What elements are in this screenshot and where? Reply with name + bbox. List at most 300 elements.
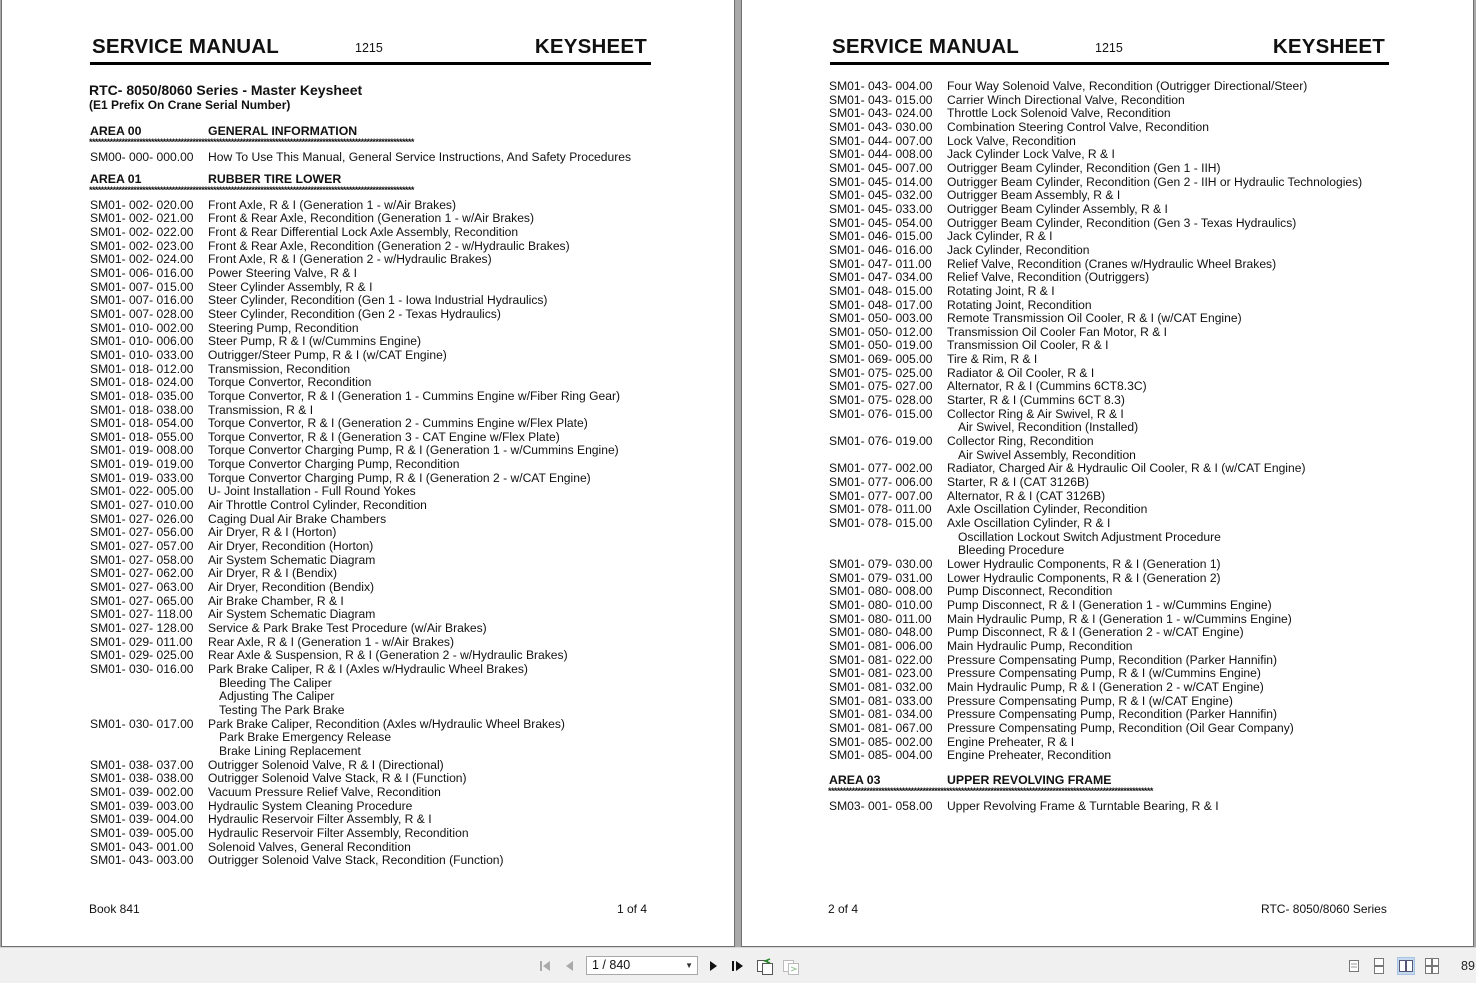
list-item [89, 663, 659, 677]
list-item [828, 230, 1398, 244]
area-heading [89, 172, 659, 186]
list-item [828, 135, 1398, 149]
page-body [89, 81, 659, 868]
section-code: SM01- 081- 032.00 [829, 679, 933, 694]
section-description: Rear Axle, R & I (Generation 1 - w/Air Brakes) [208, 634, 454, 649]
section-description: Outrigger Beam Cylinder, Recondition (Gen 2 - IIH or Hydraulic Technologies) [947, 174, 1363, 189]
previous-view-button[interactable] [755, 956, 775, 976]
list-item [89, 267, 659, 281]
section-description: Steering Pump, Recondition [208, 320, 359, 335]
area-name: UPPER REVOLVING FRAME [947, 772, 1112, 787]
section-code: SM01- 030- 016.00 [90, 661, 194, 676]
page-1 [2, 0, 734, 946]
page-2 [742, 0, 1473, 946]
section-code: SM01- 069- 005.00 [829, 352, 933, 367]
list-item [828, 708, 1398, 722]
section-description: Transmission Oil Cooler, R & I [947, 338, 1109, 353]
star-divider: ************************************************************************************************************** [89, 138, 414, 147]
header-title: SERVICE MANUAL [92, 35, 279, 58]
section-code: SM01- 029- 011.00 [90, 634, 193, 649]
list-item [89, 444, 659, 458]
section-description: Outrigger Beam Cylinder Assembly, R & I [947, 201, 1168, 216]
list-subitem [89, 745, 659, 759]
footer-page-number: 2 of 4 [828, 902, 859, 916]
section-description: Caging Dual Air Brake Chambers [208, 511, 387, 526]
section-code [89, 677, 208, 691]
section-code: SM01- 079- 031.00 [829, 570, 933, 585]
list-item [89, 827, 659, 841]
list-item [828, 613, 1398, 627]
section-code: SM01- 039- 004.00 [90, 812, 194, 827]
list-item [89, 226, 659, 240]
section-code: SM01- 018- 012.00 [90, 361, 194, 376]
section-description: Rear Axle & Suspension, R & I (Generation 2 - w/Hydraulic Brakes) [208, 648, 568, 663]
section-description: Transmission, Recondition [208, 361, 351, 376]
section-description: Main Hydraulic Pump, Recondition [947, 638, 1133, 653]
list-item [89, 800, 659, 814]
section-code: SM01- 045- 033.00 [829, 201, 933, 216]
section-code: SM01- 085- 002.00 [829, 734, 933, 749]
list-item [89, 718, 659, 732]
section-code: SM01- 044- 008.00 [829, 147, 933, 162]
page-body [828, 80, 1398, 813]
continuous-facing-view-button[interactable] [1423, 957, 1441, 975]
area-name: RUBBER TIRE LOWER [208, 171, 342, 186]
section-description: Collector Ring, Recondition [947, 434, 1094, 449]
list-subitem [89, 690, 659, 704]
section-description: U- Joint Installation - Full Round Yokes [208, 484, 416, 499]
section-description: Air System Schematic Diagram [208, 607, 376, 622]
page-header [90, 35, 651, 65]
section-code: SM01- 043- 001.00 [90, 839, 194, 854]
list-item [828, 285, 1398, 299]
list-item [89, 622, 659, 636]
list-item [89, 376, 659, 390]
section-description: Steer Cylinder Assembly, R & I [208, 279, 373, 294]
section-code: SM01- 050- 012.00 [829, 324, 933, 339]
section-code: SM01- 018- 038.00 [90, 402, 194, 417]
next-view-button[interactable] [781, 956, 801, 976]
section-description: Relief Valve, Recondition (Cranes w/Hydraulic Wheel Brakes) [947, 256, 1277, 271]
section-description: Power Steering Valve, R & I [208, 265, 357, 280]
list-item [89, 281, 659, 295]
list-item [89, 253, 659, 267]
section-code: SM01- 076- 015.00 [829, 406, 933, 421]
area-code: AREA 00 [90, 124, 142, 138]
section-code: SM01- 027- 063.00 [90, 580, 194, 595]
star-divider: ************************************************************************************************************** [89, 185, 414, 195]
list-item [89, 608, 659, 622]
section-code: SM01- 081- 022.00 [829, 652, 933, 667]
section-code: SM01- 038- 037.00 [90, 757, 194, 772]
section-description: Jack Cylinder, Recondition [947, 242, 1090, 257]
list-item [828, 94, 1398, 108]
section-code: SM01- 039- 003.00 [90, 798, 194, 813]
section-code: SM01- 018- 035.00 [90, 388, 194, 403]
section-description: Axle Oscillation Cylinder, Recondition [947, 502, 1148, 517]
section-code: SM01- 080- 010.00 [829, 597, 933, 612]
section-code: SM01- 045- 054.00 [829, 215, 933, 230]
section-code: SM01- 047- 011.00 [829, 256, 932, 271]
section-code: SM01- 079- 030.00 [829, 556, 933, 571]
section-code: SM01- 007- 015.00 [90, 279, 194, 294]
section-description: Four Way Solenoid Valve, Recondition (Outrigger Directional/Steer) [947, 79, 1308, 93]
list-subitem [89, 731, 659, 745]
area-01-list [89, 199, 659, 868]
document-subtitle: (E1 Prefix On Crane Serial Number) [89, 98, 291, 112]
section-description: Pressure Compensating Pump, Recondition (Parker Hannifin) [947, 652, 1278, 667]
section-code: SM01- 048- 017.00 [829, 297, 933, 312]
list-item [828, 503, 1398, 517]
list-subitem [828, 421, 1398, 435]
list-item [828, 312, 1398, 326]
list-item [89, 841, 659, 855]
facing-view-button[interactable] [1397, 957, 1415, 975]
area-heading [89, 124, 659, 138]
list-item [828, 572, 1398, 586]
zoom-level[interactable]: 89 [1461, 959, 1475, 973]
section-description: Solenoid Valves, General Recondition [208, 839, 411, 854]
section-code: SM01- 010- 006.00 [90, 334, 194, 349]
list-subitem [89, 704, 659, 718]
section-code [89, 704, 208, 718]
list-item [828, 353, 1398, 367]
section-description: Lower Hydraulic Components, R & I (Generation 1) [947, 556, 1221, 571]
section-description: Torque Convertor, R & I (Generation 2 - Cummins Engine w/Flex Plate) [208, 416, 588, 431]
section-description: Rotating Joint, Recondition [947, 297, 1092, 312]
list-item [828, 326, 1398, 340]
section-description: Steer Cylinder, Recondition (Gen 2 - Texas Hydraulics) [208, 306, 501, 321]
section-code: SM01- 077- 006.00 [829, 475, 933, 490]
section-code: SM01- 045- 007.00 [829, 160, 933, 175]
area-name: GENERAL INFORMATION [208, 124, 358, 138]
section-description: Park Brake Emergency Release [219, 730, 392, 745]
section-code: SM01- 027- 128.00 [90, 621, 194, 635]
section-code: SM01- 047- 034.00 [829, 270, 933, 285]
next-page-button[interactable] [705, 956, 721, 976]
section-code [828, 544, 947, 558]
area-heading [828, 773, 1398, 787]
list-item [828, 394, 1398, 408]
section-code: SM01- 019- 019.00 [90, 457, 194, 472]
section-description: Axle Oscillation Cylinder, R & I [947, 516, 1111, 530]
area-01-continued-list [828, 80, 1398, 763]
section-code: SM01- 043- 015.00 [829, 92, 933, 107]
list-item [89, 431, 659, 445]
list-item [828, 176, 1398, 190]
section-description: Torque Convertor, R & I (Generation 3 - CAT Engine w/Flex Plate) [208, 429, 560, 444]
page-header [830, 35, 1389, 65]
list-item [89, 567, 659, 581]
section-code: SM01- 027- 062.00 [90, 566, 194, 581]
list-item [828, 681, 1398, 695]
section-code: SM01- 075- 027.00 [829, 379, 933, 394]
section-code: SM01- 018- 024.00 [90, 375, 194, 390]
section-description: Throttle Lock Solenoid Valve, Recondition [947, 106, 1171, 121]
section-code: SM01- 039- 002.00 [90, 784, 194, 799]
section-code: SM01- 078- 011.00 [829, 502, 932, 517]
area-code: AREA 03 [829, 772, 881, 787]
section-description: Transmission, R & I [208, 402, 314, 417]
area-03-list [828, 800, 1398, 814]
section-description: Oscillation Lockout Switch Adjustment Procedure [958, 529, 1221, 544]
list-item [828, 558, 1398, 572]
list-item [89, 772, 659, 786]
list-item [89, 526, 659, 540]
list-item [828, 722, 1398, 736]
page-number-input[interactable] [586, 956, 698, 975]
next-view-icon [782, 957, 800, 975]
section-code: SM01- 085- 004.00 [829, 748, 933, 763]
section-description: Lower Hydraulic Components, R & I (Generation 2) [947, 570, 1221, 585]
list-item [828, 626, 1398, 640]
section-description: Outrigger Beam Cylinder, Recondition (Gen 1 - IIH) [947, 160, 1221, 175]
first-page-icon [539, 959, 553, 973]
section-description: Collector Ring & Air Swivel, R & I [947, 406, 1124, 421]
section-code: SM01- 043- 004.00 [829, 79, 933, 93]
section-description: Bleeding The Caliper [219, 675, 332, 690]
section-description: Air Dryer, R & I (Bendix) [208, 566, 338, 581]
section-code: SM01- 043- 003.00 [90, 853, 194, 868]
section-description: Carrier Winch Directional Valve, Recondition [947, 92, 1185, 107]
section-code: SM01- 076- 019.00 [829, 434, 933, 449]
continuous-view-button[interactable] [1370, 957, 1388, 975]
section-code: SM01- 027- 118.00 [90, 607, 193, 622]
section-description: Rotating Joint, R & I [947, 283, 1055, 298]
list-item [89, 485, 659, 499]
section-description: Main Hydraulic Pump, R & I (Generation 1 - w/Cummins Engine) [947, 611, 1292, 626]
section-code: SM01- 043- 030.00 [829, 119, 933, 134]
section-code: SM01- 044- 007.00 [829, 133, 933, 148]
section-description: Upper Revolving Frame & Turntable Bearing, R & I [947, 798, 1219, 813]
list-item [828, 517, 1398, 531]
section-description: Hydraulic Reservoir Filter Assembly, Recondition [208, 825, 469, 840]
section-code: SM01- 039- 005.00 [90, 825, 194, 840]
section-description: Outrigger Solenoid Valve Stack, Recondition (Function) [208, 853, 504, 868]
list-item [89, 759, 659, 773]
section-code: SM01- 046- 015.00 [829, 229, 933, 244]
section-description: Starter, R & I (Cummins 6CT 8.3) [947, 393, 1125, 408]
section-code: SM01- 077- 007.00 [829, 488, 933, 503]
section-code: SM01- 027- 057.00 [90, 539, 194, 554]
section-description: Front Axle, R & I (Generation 1 - w/Air Brakes) [208, 197, 457, 212]
section-code [89, 745, 208, 759]
list-item [89, 199, 659, 213]
list-item [89, 240, 659, 254]
section-code: SM01- 018- 055.00 [90, 429, 194, 444]
section-description: Service & Park Brake Test Procedure (w/Air Brakes) [208, 621, 487, 635]
section-description: Starter, R & I (CAT 3126B) [947, 475, 1090, 490]
list-item [828, 800, 1398, 814]
list-item [89, 363, 659, 377]
section-description: Relief Valve, Recondition (Outriggers) [947, 270, 1150, 285]
list-item [828, 299, 1398, 313]
list-item [89, 212, 659, 226]
section-code: SM01- 048- 015.00 [829, 283, 933, 298]
section-description: Hydraulic System Cleaning Procedure [208, 798, 413, 813]
section-description: Bleeding Procedure [958, 543, 1065, 558]
list-item [89, 581, 659, 595]
section-code: SM01- 045- 014.00 [829, 174, 933, 189]
section-code: SM01- 007- 028.00 [90, 306, 194, 321]
section-description: Adjusting The Caliper [219, 689, 335, 704]
section-code: SM03- 001- 058.00 [829, 798, 933, 813]
previous-view-icon [756, 957, 774, 975]
list-item [828, 749, 1398, 763]
section-code: SM01- 019- 008.00 [90, 443, 194, 458]
previous-page-button[interactable] [562, 956, 578, 976]
list-item [828, 217, 1398, 231]
list-item [89, 813, 659, 827]
section-code: SM01- 018- 054.00 [90, 416, 194, 431]
area-code: AREA 01 [90, 171, 142, 186]
list-item [828, 462, 1398, 476]
list-item [828, 599, 1398, 613]
footer-book: Book 841 [89, 902, 140, 916]
list-item [828, 162, 1398, 176]
section-code: SM01- 027- 058.00 [90, 552, 194, 567]
list-item [828, 654, 1398, 668]
section-code: SM01- 043- 024.00 [829, 106, 933, 121]
list-item [828, 408, 1398, 422]
section-code [828, 531, 947, 545]
list-item [89, 595, 659, 609]
section-description: Air Throttle Control Cylinder, Recondition [208, 498, 427, 513]
section-description: Torque Convertor, R & I (Generation 1 - Cummins Engine w/Fiber Ring Gear) [208, 388, 621, 403]
section-description: Combination Steering Control Valve, Recondition [947, 119, 1209, 134]
section-description: Alternator, R & I (CAT 3126B) [947, 488, 1106, 503]
section-code: SM01- 002- 021.00 [90, 211, 194, 226]
section-description: How To Use This Manual, General Service Instructions, And Safety Procedures [208, 150, 632, 164]
area-00-list [89, 151, 659, 165]
list-subitem [89, 677, 659, 691]
section-code: SM01- 022- 005.00 [90, 484, 194, 499]
section-code: SM00- 000- 000.00 [90, 150, 194, 164]
section-description: Air Dryer, Recondition (Horton) [208, 539, 374, 554]
list-item [89, 322, 659, 336]
list-item [89, 404, 659, 418]
section-description: Front & Rear Axle, Recondition (Generation 1 - w/Air Brakes) [208, 211, 534, 226]
list-item [828, 189, 1398, 203]
section-description: Front & Rear Axle, Recondition (Generation 2 - w/Hydraulic Brakes) [208, 238, 570, 253]
section-code: SM01- 081- 067.00 [829, 720, 933, 735]
section-description: Jack Cylinder Lock Valve, R & I [947, 147, 1115, 162]
chevron-down-icon[interactable]: ▼ [685, 961, 693, 970]
single-page-view-button[interactable] [1345, 957, 1363, 975]
list-item [89, 417, 659, 431]
list-item [89, 151, 659, 165]
section-code: SM01- 080- 011.00 [829, 611, 932, 626]
section-description: Torque Convertor, Recondition [208, 375, 372, 390]
section-description: Hydraulic Reservoir Filter Assembly, R & I [208, 812, 432, 827]
list-item [89, 472, 659, 486]
section-description: Air Dryer, R & I (Horton) [208, 525, 337, 540]
section-code: SM01- 045- 032.00 [829, 188, 933, 203]
section-code: SM01- 010- 002.00 [90, 320, 194, 335]
section-description: Outrigger Beam Cylinder, Recondition (Gen 3 - Texas Hydraulics) [947, 215, 1297, 230]
list-item [828, 380, 1398, 394]
list-item [89, 636, 659, 650]
list-item [89, 499, 659, 513]
list-item [89, 786, 659, 800]
section-code: SM01- 029- 025.00 [90, 648, 194, 663]
section-code: SM01- 075- 028.00 [829, 393, 933, 408]
last-page-button[interactable] [729, 956, 747, 976]
list-subitem [828, 449, 1398, 463]
section-description: Remote Transmission Oil Cooler, R & I (w/CAT Engine) [947, 311, 1242, 326]
section-description: Testing The Park Brake [219, 702, 345, 717]
section-code: SM01- 050- 003.00 [829, 311, 933, 326]
first-page-button[interactable] [538, 956, 554, 976]
list-item [89, 308, 659, 322]
continuous-view-icon [1373, 958, 1385, 974]
header-number: 1215 [1095, 41, 1123, 55]
single-page-view-icon [1348, 959, 1360, 973]
list-item [828, 640, 1398, 654]
footer-series: RTC- 8050/8060 Series [1261, 902, 1387, 916]
list-item [828, 107, 1398, 121]
previous-page-icon [563, 959, 577, 973]
section-code: SM01- 075- 025.00 [829, 365, 933, 380]
continuous-facing-view-icon [1424, 958, 1440, 974]
footer-page-number: 1 of 4 [617, 902, 648, 916]
list-subitem [828, 544, 1398, 558]
section-code: SM01- 038- 038.00 [90, 771, 194, 786]
section-description: Park Brake Caliper, R & I (Axles w/Hydraulic Wheel Brakes) [208, 661, 528, 676]
section-description: Front Axle, R & I (Generation 2 - w/Hydraulic Brakes) [208, 252, 492, 267]
section-description: Main Hydraulic Pump, R & I (Generation 2 - w/CAT Engine) [947, 679, 1264, 694]
list-item [89, 513, 659, 527]
section-code: SM01- 010- 033.00 [90, 347, 194, 362]
list-item [828, 367, 1398, 381]
list-item [89, 540, 659, 554]
section-code: SM01- 019- 033.00 [90, 470, 194, 485]
section-description: Front & Rear Differential Lock Axle Assembly, Recondition [208, 224, 519, 239]
list-item [828, 244, 1398, 258]
section-description: Lock Valve, Recondition [947, 133, 1076, 148]
section-code: SM01- 027- 026.00 [90, 511, 194, 526]
section-code: SM01- 078- 015.00 [829, 516, 933, 530]
section-code: SM01- 006- 016.00 [90, 265, 194, 280]
list-item [89, 458, 659, 472]
star-divider: ************************************************************************************************************** [828, 786, 1153, 796]
section-code [828, 421, 947, 435]
section-description: Air Swivel Assembly, Recondition [958, 447, 1136, 462]
section-description: Radiator & Oil Cooler, R & I [947, 365, 1095, 380]
section-description: Air System Schematic Diagram [208, 552, 376, 567]
page-number-value: 1 / 840 [592, 958, 631, 972]
list-subitem [828, 531, 1398, 545]
section-description: Pump Disconnect, R & I (Generation 1 - w/Cummins Engine) [947, 597, 1272, 612]
viewer-toolbar [0, 947, 1476, 983]
section-description: Jack Cylinder, R & I [947, 229, 1053, 244]
list-item [828, 80, 1398, 94]
next-page-icon [706, 959, 720, 973]
section-code: SM01- 007- 016.00 [90, 293, 194, 308]
section-description: Steer Pump, R & I (w/Cummins Engine) [208, 334, 422, 349]
list-item [828, 695, 1398, 709]
list-item [828, 585, 1398, 599]
section-description: Pressure Compensating Pump, R & I (w/CAT Engine) [947, 693, 1233, 708]
section-description: Outrigger Beam Assembly, R & I [947, 188, 1121, 203]
section-description: Pump Disconnect, R & I (Generation 2 - w/CAT Engine) [947, 625, 1244, 640]
facing-view-icon [1398, 959, 1414, 973]
section-description: Torque Convertor Charging Pump, Recondition [208, 457, 460, 472]
list-item [828, 339, 1398, 353]
list-item [828, 271, 1398, 285]
section-code: SM01- 002- 020.00 [90, 197, 194, 212]
section-description: Outrigger/Steer Pump, R & I (w/CAT Engine) [208, 347, 447, 362]
